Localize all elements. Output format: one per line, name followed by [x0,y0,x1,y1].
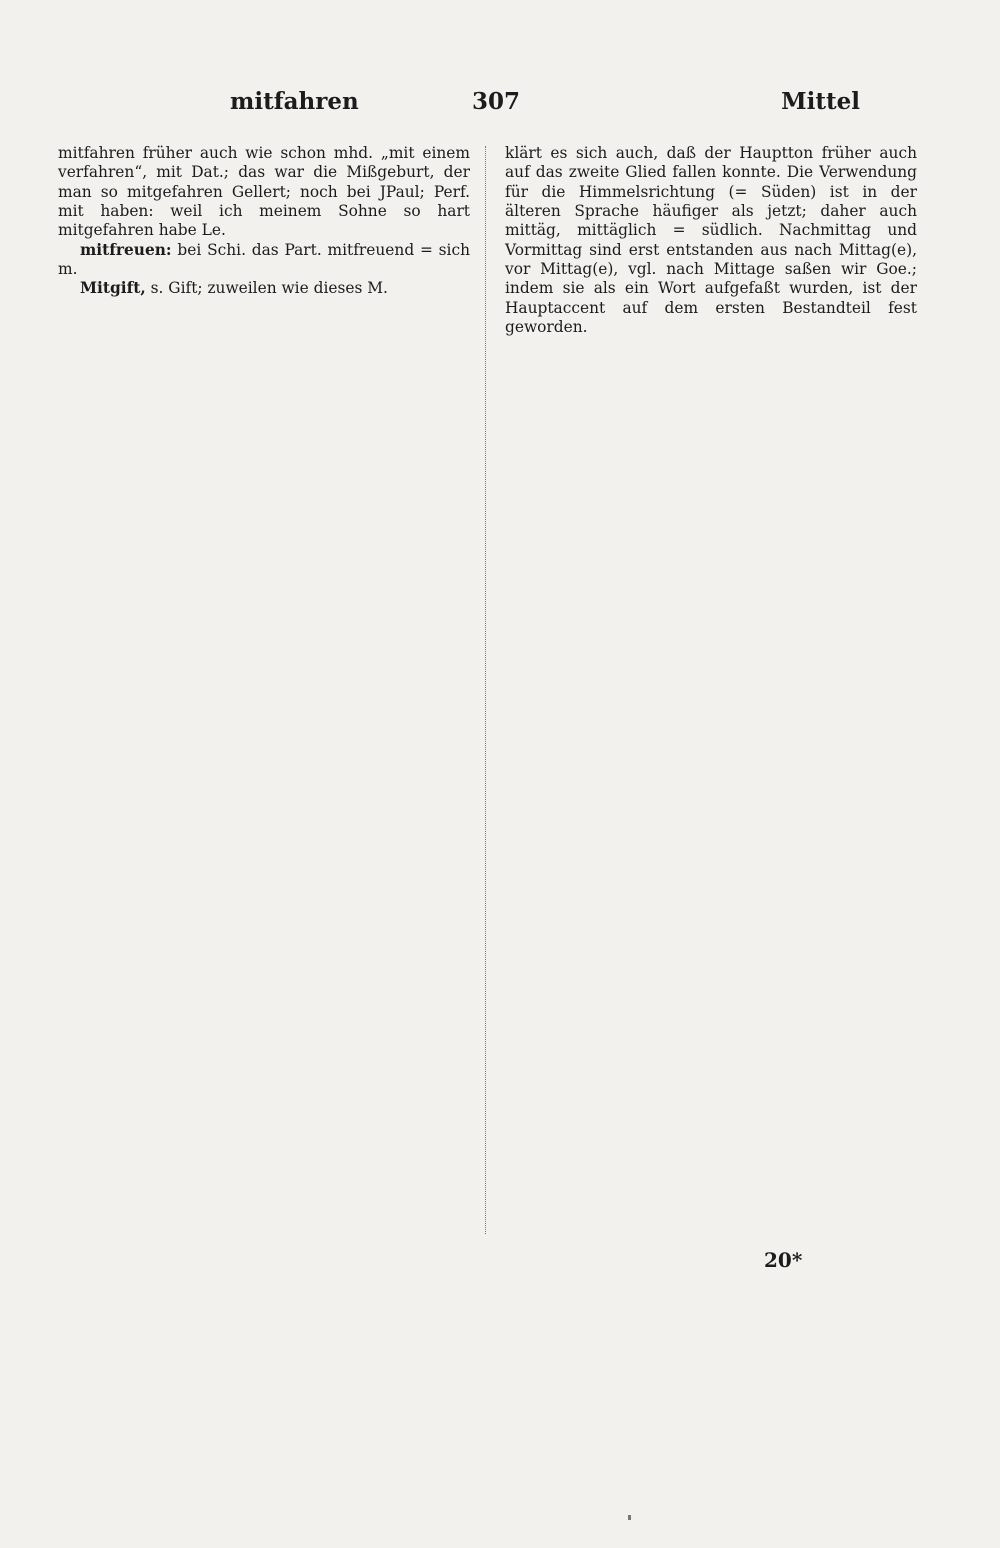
entry-text: bei Schi. das Part. mitfreuend = sich m. [58,240,470,279]
page-header [170,88,860,124]
entry-headword: mitfreuen: [80,240,172,259]
entry-text: s. Gift; zuweilen wie dieses M. [145,279,388,298]
header-catchword-right: Mittel [781,88,860,115]
margin-mark [628,1515,631,1520]
entry-text: klärt es sich auch, daß der Hauptton früher auch auf das zweite Glied fallen konnte. Die Verwendung für die Himmelsrichtung (= Süden) ist in der älteren Sprache häufiger als jetzt; daher auch mittäg, mittäglich = südlich. Nachmittag und Vormittag sind erst entstanden aus nach Mittag(e), vor Mittag(e), vgl. nach Mittage saßen wir Goe.; indem sie als ein Wort aufgefaßt wurden, ist der Hauptaccent auf dem ersten Bestandteil fest geworden. [505,144,917,337]
entry-text: mitfahren früher auch wie schon mhd. „mit einem verfahren“, mit Dat.; das war die Mißgeburt, der man so mitgefahren Gellert; noch bei JPaul; Perf. mit haben: weil ich meinem Sohne so hart mitgefahren habe Le. [58,144,470,240]
dictionary-entry [505,144,917,337]
column-divider [485,146,486,1234]
page-number: 307 [472,88,521,115]
sheet-signature: 20* [764,1248,803,1272]
header-catchword-left: mitfahren [230,88,359,115]
right-column [505,144,917,337]
dictionary-entry [58,241,470,280]
left-column [58,144,470,299]
entry-headword: Mitgift, [80,279,146,298]
dictionary-entry [58,279,470,298]
dictionary-entry [58,144,470,241]
